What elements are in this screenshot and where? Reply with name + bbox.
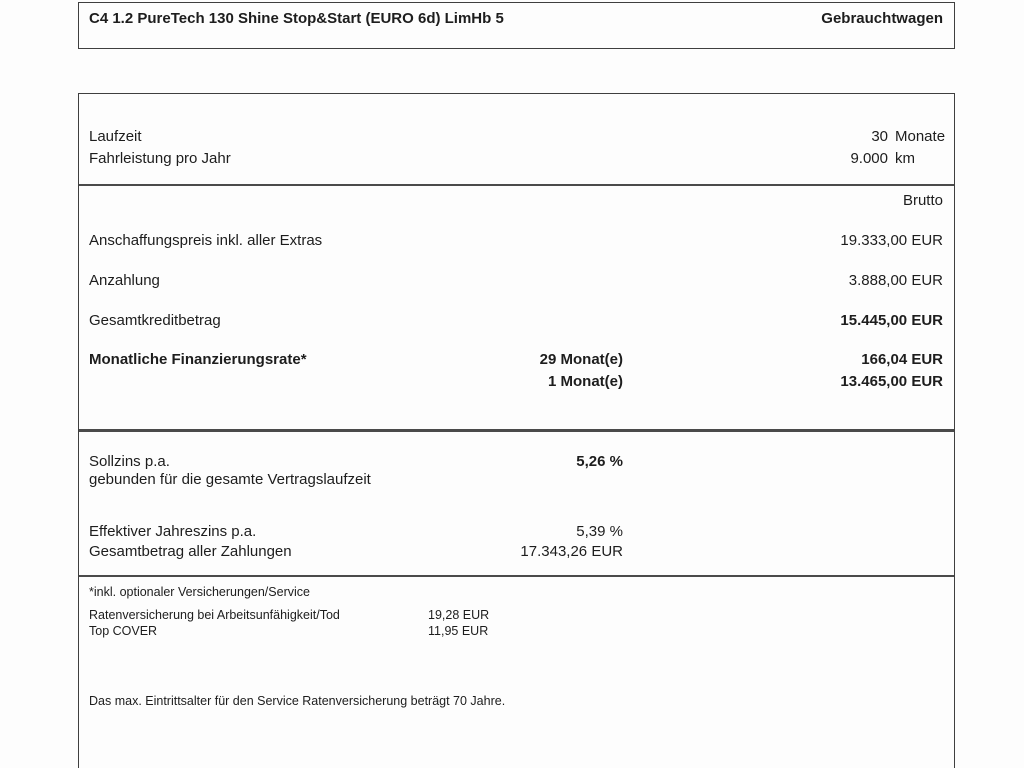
- anzahlung-label: Anzahlung: [89, 272, 160, 289]
- insurance-footnote: *inkl. optionaler Versicherungen/Service: [89, 585, 310, 599]
- insurance-row-ratenversicherung: [89, 607, 943, 623]
- sollzins-row: [89, 453, 943, 471]
- effektiver-zins-value: 5,39 %: [576, 523, 623, 540]
- fahrleistung-label: Fahrleistung pro Jahr: [89, 150, 231, 167]
- gesamtkreditbetrag-value: 15.445,00 EUR: [840, 312, 943, 329]
- fahrleistung-value: 9.000: [850, 150, 888, 167]
- laufzeit-label: Laufzeit: [89, 128, 142, 145]
- laufzeit-value: 30: [871, 128, 888, 145]
- term-row-fahrleistung: [89, 150, 943, 168]
- anzahlung-value: 3.888,00 EUR: [848, 272, 943, 289]
- sollzins-subnote-row: [89, 471, 943, 489]
- sollzins-label: Sollzins p.a.: [89, 453, 170, 470]
- vehicle-title: C4 1.2 PureTech 130 Shine Stop&Start (EURO 6d) LimHb 5: [89, 10, 504, 27]
- laufzeit-unit: Monate: [895, 128, 946, 145]
- topcover-value: 11,95 EUR: [428, 624, 489, 638]
- fahrleistung-unit: km: [895, 150, 915, 167]
- rate-period-2: 1 Monat(e): [548, 373, 623, 390]
- age-note: Das max. Eintrittsalter für den Service Ratenversicherung beträgt 70 Jahre.: [89, 694, 506, 708]
- insurance-footnote-row: [89, 584, 943, 600]
- effektiver-zins-row: [89, 523, 943, 541]
- age-note-row: [89, 693, 943, 709]
- vehicle-condition-badge: Gebrauchtwagen: [821, 10, 943, 27]
- rate-period-1: 29 Monat(e): [539, 351, 623, 368]
- effektiver-zins-label: Effektiver Jahreszins p.a.: [89, 523, 257, 540]
- separator-line: [79, 429, 954, 432]
- price-row-anzahlung: [89, 272, 943, 290]
- rate-value-1: 166,04 EUR: [861, 351, 943, 368]
- anschaffungspreis-label: Anschaffungspreis inkl. aller Extras: [89, 232, 323, 249]
- anschaffungspreis-value: 19.333,00 EUR: [840, 232, 943, 249]
- term-row-laufzeit: [89, 128, 946, 146]
- gesamtkreditbetrag-label: Gesamtkreditbetrag: [89, 312, 221, 329]
- fahrleistung-value-group: [824, 150, 943, 168]
- document-header: [78, 2, 955, 49]
- ratenversicherung-value: 19,28 EUR: [428, 608, 490, 622]
- insurance-row-topcover: [89, 623, 943, 639]
- sollzins-value: 5,26 %: [576, 453, 623, 470]
- separator-line: [79, 575, 954, 577]
- rate-value-2: 13.465,00 EUR: [840, 373, 943, 390]
- price-row-gesamtkreditbetrag: [89, 312, 943, 330]
- topcover-label: Top COVER: [89, 624, 158, 638]
- finanzierungsrate-label: Monatliche Finanzierungsrate*: [89, 351, 307, 368]
- finance-details-box: [78, 93, 955, 768]
- gesamtbetrag-value: 17.343,26 EUR: [520, 543, 623, 560]
- price-row-anschaffungspreis: [89, 232, 943, 250]
- ratenversicherung-label: Ratenversicherung bei Arbeitsunfähigkeit/Tod: [89, 608, 340, 622]
- separator-line: [79, 184, 954, 186]
- gesamtbetrag-label: Gesamtbetrag aller Zahlungen: [89, 543, 292, 560]
- rate-row-1: [89, 351, 943, 369]
- gesamtbetrag-row: [89, 543, 943, 561]
- laufzeit-value-group: [824, 128, 946, 146]
- sollzins-subnote: gebunden für die gesamte Vertragslaufzeit: [89, 471, 371, 488]
- brutto-column-header: Brutto: [902, 192, 943, 209]
